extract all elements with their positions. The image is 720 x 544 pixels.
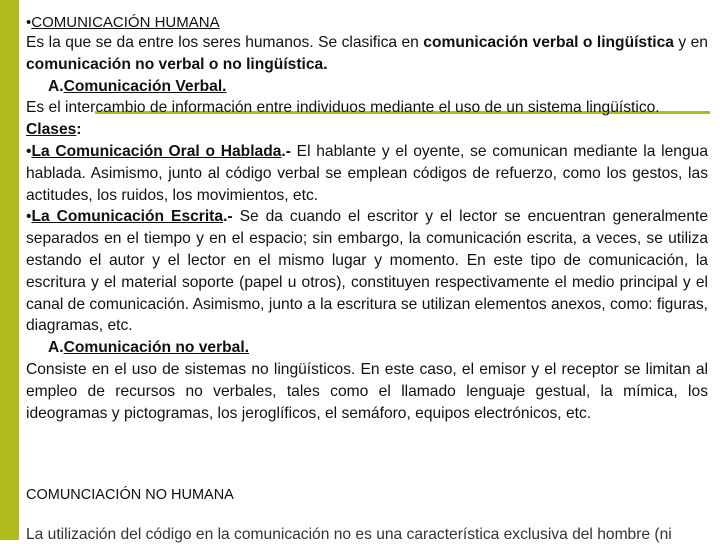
- clases-heading: [26, 119, 708, 141]
- oral-paragraph: [26, 141, 708, 206]
- section-letter: A.: [48, 77, 64, 95]
- title-text: COMUNICACIÓN HUMANA: [31, 14, 220, 31]
- section-verbal-heading: [26, 76, 708, 98]
- intro-paragraph: [26, 32, 708, 76]
- escrita-separator: .-: [223, 208, 240, 226]
- footer-text: La utilización del código en la comunicación no es una característica exclusiva del hombre (ni: [26, 526, 672, 543]
- oral-heading: La Comunicación Oral o Hablada: [31, 142, 282, 160]
- intro-bold-1: comunicación verbal o lingüística: [423, 34, 674, 51]
- section-letter: A.: [48, 339, 64, 357]
- section-heading-text: Comunicación Verbal.: [63, 77, 227, 95]
- section-noverbal-heading: [26, 337, 708, 359]
- clases-label: Clases: [26, 121, 77, 139]
- escrita-paragraph: [26, 206, 708, 337]
- slide-title: [26, 14, 708, 32]
- intro-bold-2: comunicación no verbal o no lingüística.: [26, 55, 328, 73]
- oral-text: El hablante y el oyente, se comunican mediante la lengua hablada. Asimismo, junto al código verbal se emplean códigos de refuerzo, como los gestos, las actitudes, los ruidos, los movimientos, etc.: [26, 142, 708, 204]
- verbal-definition: Es el intercambio de información entre individuos mediante el uso de un sistema lingüístico.: [26, 99, 660, 117]
- intro-text-2: y en: [673, 34, 708, 51]
- accent-bar: [0, 0, 19, 540]
- escrita-heading: La Comunicación Escrita: [31, 208, 224, 226]
- title-bullet: •: [26, 14, 32, 31]
- clases-colon: :: [76, 121, 82, 139]
- intro-text-1: Es la que se da entre los seres humanos. Se clasifica en: [26, 34, 424, 51]
- noverbal-definition: Consiste en el uso de sistemas no lingüísticos. En este caso, el emisor y el receptor se limitan al empleo de recursos no verbales, tales como el llamado lenguaje gestual, la mímica, los ideogramas y pictogramas, los jeroglíficos, el semáforo, equipos electrónicos, etc.: [26, 360, 708, 422]
- footer-heading: COMUNCIACIÓN NO HUMANA: [26, 487, 234, 503]
- oral-separator: .-: [281, 142, 297, 160]
- slide-content: [26, 14, 708, 424]
- section-heading-text: Comunicación no verbal.: [63, 339, 250, 357]
- oral-bullet: •: [26, 142, 32, 160]
- escrita-bullet: •: [26, 208, 32, 226]
- escrita-text: Se da cuando el escritor y el lector se encuentran generalmente separados en el tiempo y en el espacio; sin embargo, la comunicación escrita, a veces, se utiliza estando el autor y el lector en el mismo lugar y momento. En este tipo de comunicación, la escritura y el material soporte (papel u otros), constituyen respectivamente el medio principal y el canal de comunicación. Asimismo, junto a la escritura se utilizan elementos anexos, como: figuras, diagramas, etc.: [26, 208, 709, 335]
